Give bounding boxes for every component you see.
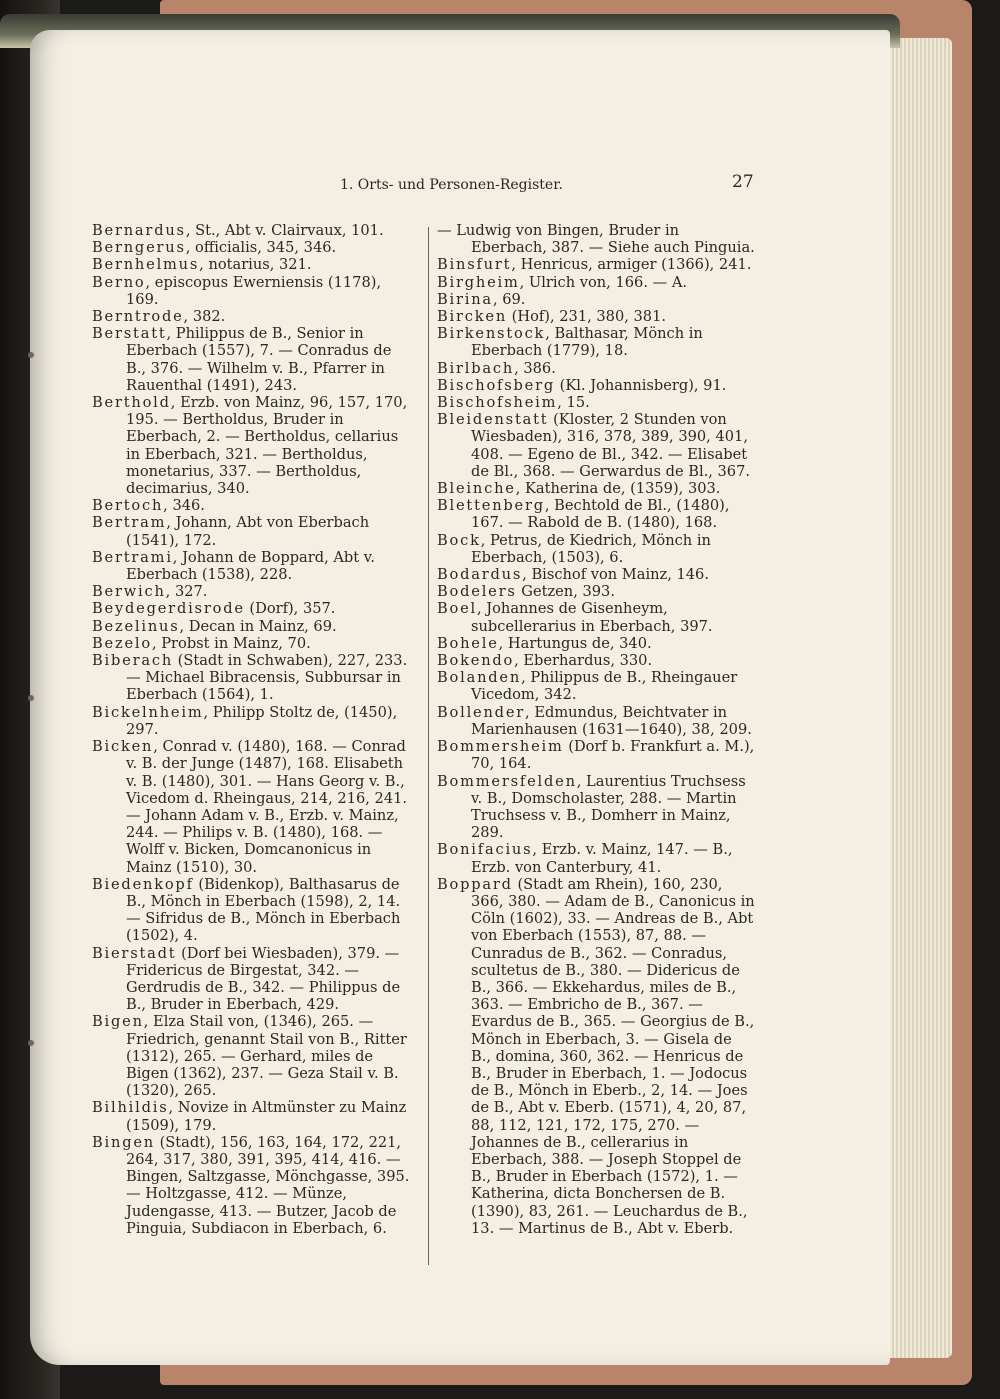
entry-text: , Katherina de, (1359), 303. [515, 480, 721, 498]
entry-headword: Bertrami [92, 548, 173, 566]
entry-headword: Bischofsberg [437, 376, 556, 394]
margin-mark [28, 352, 34, 358]
entry-text: , Philippus de B., Rheingauer Vicedom, 342. [471, 669, 738, 704]
entry-headword: Bernardus [92, 222, 186, 239]
entry-headword: Bodelers [437, 583, 517, 601]
index-entry [437, 532, 755, 566]
entry-text: , Henricus, armiger (1366), 241. [511, 256, 752, 274]
index-entry [92, 945, 410, 1014]
entry-text: (Stadt), 156, 163, 164, 172, 221, 264, 317, 380, 391, 395, 414, 416. — Bingen, Saltzgasse, Mönchgasse, 395. — Holtzgasse, 412. — Münze, Judengasse, 413. — Butzer, Jacob de Pinguia, Subdiacon in Eberbach, 6. [126, 1133, 410, 1237]
index-entry [437, 360, 755, 377]
index-entry [92, 549, 410, 583]
index-entry [92, 583, 410, 600]
entry-headword: Birkenstock [437, 325, 546, 343]
entry-headword: Bircken [437, 308, 508, 326]
entry-text: (Stadt am Rhein), 160, 230, 366, 380. — Adam de B., Canonicus in Cöln (1602), 33. — Andreas de B., Abt von Eberbach (1553), 87, 88. — Cunradus de B., 362. — Conradus, scultetus de B., 380. — Didericus de B., 366. — Ekkehardus, miles de B., 363. — Embricho de B., 367. — Evardus de B., 365. — Georgius de B., Mönch in Eberbach, 3. — Gisela de B., domina, 360, 362. — Henricus de B., Bruder in Eberbach, 1. — Jodocus de B., Mönch in Eberb., 2, 14. — Joes de B., Abt v. Eberb. (1571), 4, 20, 87, 88, 112, 121, 172, 175, 270. — Johannes de B., cellerarius in Eberbach, 388. — Joseph Stoppel de B., Bruder in Eberbach (1572), 1. — Katherina, dicta Bonchersen de B. (1390), 83, 261. — Leuchardus de B., 13. — Martinus de B., Abt v. Eberb. [471, 875, 755, 1237]
entry-headword: Bommersheim [437, 738, 564, 756]
margin-mark [28, 695, 34, 701]
page-number: 27 [732, 172, 754, 192]
entry-text: , 346. [163, 497, 205, 515]
entry-headword: Boel [437, 600, 478, 618]
entry-headword: Bock [437, 531, 481, 549]
index-entry [92, 222, 410, 239]
entry-headword: Biedenkopf [92, 875, 194, 893]
index-entry [92, 1099, 410, 1133]
entry-headword: Birgheim [437, 273, 520, 291]
entry-text: (Dorf), 357. [244, 600, 336, 618]
index-entry [437, 600, 755, 634]
entry-headword: Bokendo [437, 652, 515, 670]
index-entry [92, 497, 410, 514]
entry-text: , Johann, Abt von Eberbach (1541), 172. [126, 514, 370, 549]
index-entry [92, 325, 410, 394]
entry-headword: Bezelo [92, 634, 152, 652]
entry-text: , Ulrich von, 166. — A. [519, 273, 688, 291]
entry-text: , Eberhardus, 330. [514, 652, 653, 670]
entry-text: (Dorf b. Frankfurt a. M.), 70, 164. [471, 738, 755, 773]
entry-headword: Berntrode [92, 308, 184, 326]
entry-headword: Bingen [92, 1133, 155, 1151]
entry-headword: Bonifacius [437, 841, 533, 859]
index-entry [92, 256, 410, 273]
entry-headword: Bilhildis [92, 1099, 169, 1117]
entry-headword: Boppard [437, 875, 513, 893]
column-rule [428, 227, 429, 1265]
entry-headword: Berwich [92, 583, 166, 601]
entry-text: , Erzb. v. Mainz, 147. — B., Erzb. von Canterbury, 41. [471, 841, 733, 876]
entry-headword: Berthold [92, 394, 171, 412]
entry-headword: Berno [92, 273, 146, 291]
entry-text: , episcopus Ewerniensis (1178), 169. [126, 273, 382, 308]
index-entry [437, 773, 755, 842]
entry-text: (Dorf bei Wiesbaden), 379. — Fridericus de Birgestat, 342. — Gerdrudis de B., 342. — Philippus de B., Bruder in Eberbach, 429. [126, 944, 401, 1014]
index-entry [437, 841, 755, 875]
entry-text: , Laurentius Truchsess v. B., Domscholaster, 288. — Martin Truchsess v. B., Domherr in Mainz, 289. [471, 772, 746, 842]
entry-headword: Bodardus [437, 566, 523, 584]
entry-headword: Bolanden [437, 669, 522, 687]
index-entry [437, 876, 755, 1237]
index-entry [437, 377, 755, 394]
index-entry [92, 1134, 410, 1237]
index-entry [92, 308, 410, 325]
entry-text: , Johannes de Gisenheym, subcellerarius in Eberbach, 397. [471, 600, 713, 635]
entry-text: , Decan in Mainz, 69. [179, 617, 337, 635]
index-entry [92, 738, 410, 876]
index-entry [92, 1013, 410, 1099]
entry-headword: Biberach [92, 652, 174, 670]
entry-text: , Bechtold de Bl., (1480), 167. — Rabold de B. (1480), 168. [471, 497, 730, 532]
entry-headword: Berstatt [92, 325, 167, 343]
index-entry [437, 566, 755, 583]
entry-text: , 15. [557, 394, 590, 412]
index-entry [437, 704, 755, 738]
entry-headword: Bickelnheim [92, 703, 204, 721]
entry-headword: Bommersfelden [437, 772, 577, 790]
index-entry [437, 274, 755, 291]
entry-headword: Birina [437, 290, 493, 308]
entry-text: , Johann de Boppard, Abt v. Eberbach (1538), 228. [126, 548, 375, 584]
entry-text: , Balthasar, Mönch in Eberbach (1779), 18. [471, 325, 703, 360]
index-entry [92, 600, 410, 617]
entry-headword: Bollender [437, 703, 526, 721]
entry-text: Getzen, 393. [516, 583, 615, 601]
index-entry [92, 652, 410, 704]
entry-headword: Bicken [92, 738, 154, 756]
index-entry [437, 583, 755, 600]
entry-text: , Erzb. von Mainz, 96, 157, 170, 195. — Bertholdus, Bruder in Eberbach, 2. — Bertholdus, cellarius in Eberbach, 321. — Bertholdus, monetarius, 337. — Bertholdus, decimarius, 340. [126, 394, 408, 498]
right-column [437, 222, 755, 1237]
book-page [30, 30, 890, 1365]
entry-headword: Bleinche [437, 480, 516, 498]
entry-headword: Birlbach [437, 359, 515, 377]
index-entry [437, 652, 755, 669]
entry-text: , St., Abt v. Clairvaux, 101. [185, 222, 384, 239]
entry-headword: Bezelinus [92, 617, 180, 635]
entry-headword: Bernhelmus [92, 256, 200, 274]
index-entry [437, 291, 755, 308]
entry-text: , Petrus, de Kiedrich, Mönch in Eberbach, (1503), 6. [471, 531, 711, 566]
index-entry [437, 256, 755, 273]
index-entry [437, 394, 755, 411]
entry-text: , 69. [492, 290, 526, 308]
index-entry [437, 325, 755, 359]
index-entry [437, 308, 755, 325]
index-entry [92, 394, 410, 497]
entry-text: (Bidenkop), Balthasarus de B., Mönch in Eberbach (1598), 2, 14. — Sifridus de B., Mönch in Eberbach (1502), 4. [126, 875, 401, 945]
index-entry [437, 411, 755, 480]
entry-text: , Philippus de B., Senior in Eberbach (1557), 7. — Conradus de B., 376. — Wilhelm v. B., Pfarrer in Rauenthal (1491), 243. [126, 325, 392, 394]
entry-text: , 386. [514, 359, 556, 377]
entry-headword: Bischofsheim [437, 394, 558, 412]
entry-text: , 327. [165, 583, 208, 601]
index-entry [437, 738, 755, 772]
index-entry [92, 635, 410, 652]
entry-text: , Probst in Mainz, 70. [151, 634, 311, 652]
entry-headword: Berngerus [92, 239, 186, 257]
entry-headword: Bohele [437, 634, 499, 652]
index-entry [437, 669, 755, 703]
entry-headword: Blettenberg [437, 497, 545, 515]
index-entry [437, 635, 755, 652]
entry-headword: Bertoch [92, 497, 164, 515]
entry-text: , Hartungus de, 340. [498, 634, 652, 652]
entry-headword: Bigen [92, 1013, 144, 1031]
index-entry [92, 618, 410, 635]
entry-headword: Binsfurt [437, 256, 512, 274]
entry-text: , Philipp Stoltz de, (1450), 297. [126, 703, 398, 738]
entry-text: , notarius, 321. [199, 256, 312, 274]
entry-text: , Conrad v. (1480), 168. — Conrad v. B. der Junge (1487), 168. Elisabeth v. B. (1480), 301. — Hans Georg v. B., Vicedom d. Rheingaus, 214, 216, 241. — Johann Adam v. B., Erzb. v. Mainz, 244. — Philips v. B. (1480), 168. — Wolff v. Bicken, Domcanonicus in Mainz (1510), 30. [126, 738, 408, 876]
index-entry [92, 274, 410, 308]
entry-headword: Beydegerdisrode [92, 600, 245, 618]
entry-headword: Bierstadt [92, 944, 177, 962]
entry-headword: Bertram [92, 514, 167, 532]
margin-mark [28, 1040, 34, 1046]
left-column [92, 222, 410, 1237]
entry-text: , officialis, 345, 346. [185, 239, 337, 257]
entry-text: (Kloster, 2 Stunden von Wiesbaden), 316, 378, 389, 390, 401, 408. — Egeno de Bl., 342. — Elisabet de Bl., 368. — Gerwardus de Bl., 367. [471, 411, 751, 480]
index-entry [437, 222, 755, 256]
index-entry [92, 514, 410, 548]
entry-text: (Stadt in Schwaben), 227, 233. — Michael Bibracensis, Subbursar in Eberbach (1564), 1. [126, 652, 408, 704]
entry-text: , Novize in Altmünster zu Mainz (1509), 179. [126, 1099, 407, 1134]
entry-headword: Bleidenstatt [437, 411, 549, 429]
entry-text: , Bischof von Mainz, 146. [522, 566, 709, 584]
entry-text: , Edmundus, Beichtvater in Marienhausen (1631—1640), 38, 209. [471, 703, 752, 738]
entry-text: , 382. [183, 308, 226, 326]
running-header [30, 172, 890, 201]
index-entry [437, 497, 755, 531]
entry-text: , Elza Stail von, (1346), 265. — Friedrich, genannt Stail von B., Ritter (1312), 265. — Gerhard, miles de Bigen (1362), 237. — Geza Stail v. B. (1320), 265. [126, 1013, 407, 1100]
entry-text: (Hof), 231, 380, 381. [507, 308, 667, 326]
entry-text: (Kl. Johannisberg), 91. [555, 376, 727, 394]
entry-text: — Ludwig von Bingen, Bruder in Eberbach, 387. — Siehe auch Pinguia. [437, 222, 755, 257]
index-entry [92, 239, 410, 256]
index-entry [92, 876, 410, 945]
index-entry [437, 480, 755, 497]
header-title: 1. Orts- und Personen-Register. [340, 177, 563, 193]
index-entry [92, 704, 410, 738]
